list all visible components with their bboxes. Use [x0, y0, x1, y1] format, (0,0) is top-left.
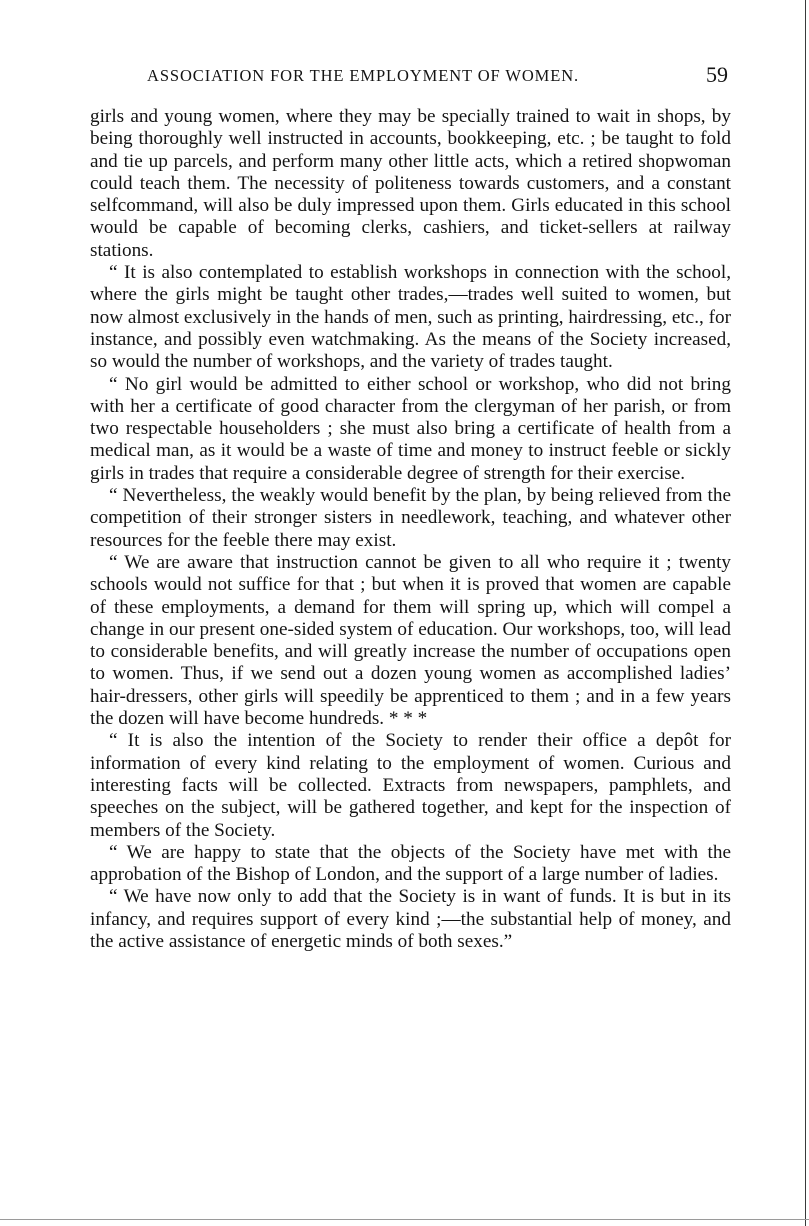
paragraph-workshops: “ It is also contemplated to establish workshops in connection with the school, where the girls might be taught other trades,—trades well suited to women, but now almost exclusively in the hands of men, such as printing, hairdressing, etc., for instance, and possibly even watchmaking. As the means of the Society increased, so would the number of workshops, and the variety of trades taught.: [90, 262, 731, 373]
running-head: [90, 62, 730, 90]
paragraph-admission: “ No girl would be admitted to either school or workshop, who did not bring with her a certificate of good character from the clergyman of her parish, or from two respectable householders ; she must also bring a certificate of health from a medical man, as it would be a waste of time and money to instruct feeble or sickly girls in trades that require a considerable degree of strength for their exercise.: [90, 373, 731, 484]
page-number: 59: [706, 62, 728, 87]
paragraph-weakly: “ Nevertheless, the weakly would benefit by the plan, by being relieved from the competition of their stronger sisters in needlework, teaching, and whatever other resources for the feeble there may exist.: [90, 485, 731, 551]
paragraph-office-depot: “ It is also the intention of the Society to render their office a depôt for information of every kind relating to the employment of women. Curious and interesting facts will be collected. Extracts from newspapers, pamphlets, and speeches on the subject, will be gathered together, and kept for the inspection of members of the Society.: [90, 730, 731, 841]
body-text: [90, 106, 731, 953]
paragraph-approbation: “ We are happy to state that the objects of the Society have met with the approbation of the Bishop of London, and the support of a large number of ladies.: [90, 841, 731, 886]
paragraph-funds: “ We have now only to add that the Society is in want of funds. It is but in its infancy, and requires support of every kind ;—the substantial help of money, and the active assistance of energetic minds of both sexes.”: [90, 886, 731, 952]
paragraph-continued: girls and young women, where they may be specially trained to wait in shops, by being thoroughly well instructed in accounts, bookkeeping, etc. ; be taught to fold and tie up parcels, and perform many other little acts, which a retired shopwoman could teach them. The necessity of politeness towards customers, and a constant selfcommand, will also be duly impressed upon them. Girls educated in this school would be capable of becoming clerks, cashiers, and ticket-sellers at railway stations.: [90, 106, 731, 261]
paragraph-instruction: “ We are aware that instruction cannot be given to all who require it ; twenty schools would not suffice for that ; but when it is proved that women are capable of these employments, a demand for them will spring up, which will compel a change in our present one-sided system of education. Our workshops, too, will lead to considerable benefits, and will greatly increase the number of occupations open to women. Thus, if we send out a dozen young women as accomplished ladies’ hair-dressers, other girls will speedily be apprenticed to them ; and in a few years the dozen will have become hundreds. * * *: [90, 551, 731, 730]
running-head-title: ASSOCIATION FOR THE EMPLOYMENT OF WOMEN.: [147, 66, 580, 85]
page-edge-rule: [805, 0, 806, 1226]
bottom-rule: [0, 1219, 809, 1220]
